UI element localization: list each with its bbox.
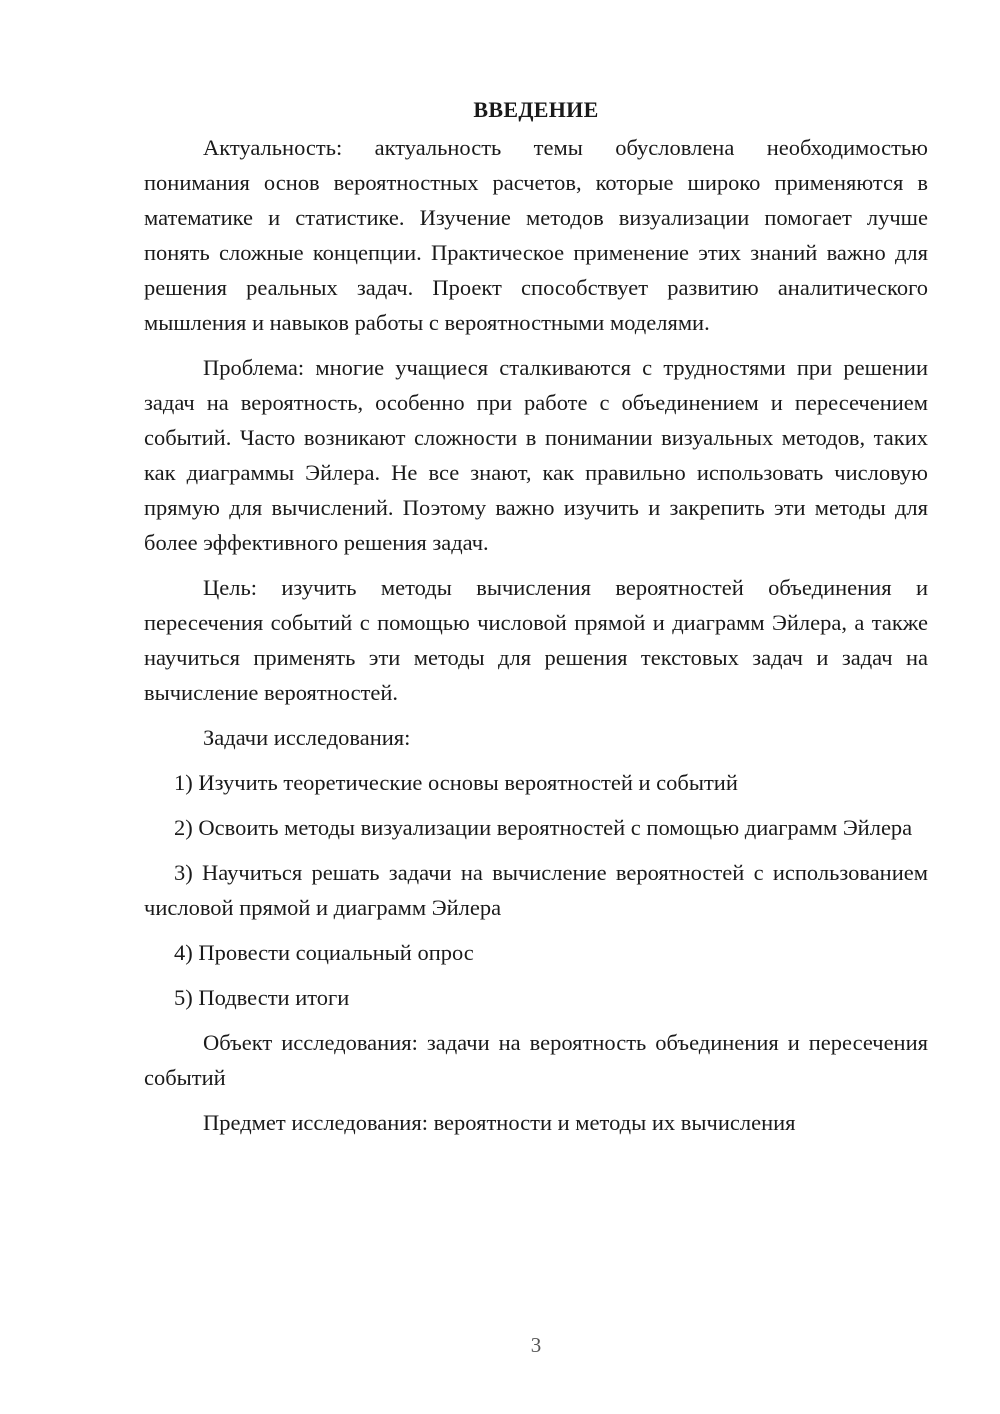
problem-paragraph: Проблема: многие учащиеся сталкиваются с трудностями при решении задач на вероятность, особенно при работе с объединением и пересечением событий. Часто возникают сложности в понимании визуальных методов, таких как диаграммы Эйлера. Не все знают, как правильно использовать числовую прямую для вычислений. Поэтому важно изучить и закрепить эти методы для более эффективного решения задач. (144, 355, 928, 555)
relevance-paragraph: Актуальность: актуальность темы обусловлена необходимостью понимания основ вероятностных расчетов, которые широко применяются в математике и статистике. Изучение методов визуализации помогает лучше понять сложные концепции. Практическое применение этих знаний важно для решения реальных задач. Проект способствует развитию аналитического мышления и навыков работы с вероятностными моделями. (144, 135, 928, 335)
task-item-4: 4) Провести социальный опрос (174, 940, 474, 965)
task-item-2: 2) Освоить методы визуализации вероятностей с помощью диаграмм Эйлера (174, 815, 913, 840)
subject-paragraph: Предмет исследования: вероятности и методы их вычисления (203, 1110, 796, 1135)
tasks-title: Задачи исследования: (203, 725, 411, 750)
goal-paragraph: Цель: изучить методы вычисления вероятностей объединения и пересечения событий с помощью числовой прямой и диаграмм Эйлера, а также научиться применять эти методы для решения текстовых задач и задач на вычисление вероятностей. (144, 575, 928, 705)
page-number: 3 (530, 1333, 542, 1357)
section-heading: ВВЕДЕНИЕ (473, 97, 599, 122)
document-page (144, 92, 928, 1150)
task-item-5: 5) Подвести итоги (174, 985, 350, 1010)
task-item-3: 3) Научиться решать задачи на вычисление вероятностей с использованием числовой прямой и диаграмм Эйлера (144, 860, 928, 920)
object-paragraph: Объект исследования: задачи на вероятность объединения и пересечения событий (144, 1030, 928, 1090)
task-item-1: 1) Изучить теоретические основы вероятностей и событий (174, 770, 738, 795)
